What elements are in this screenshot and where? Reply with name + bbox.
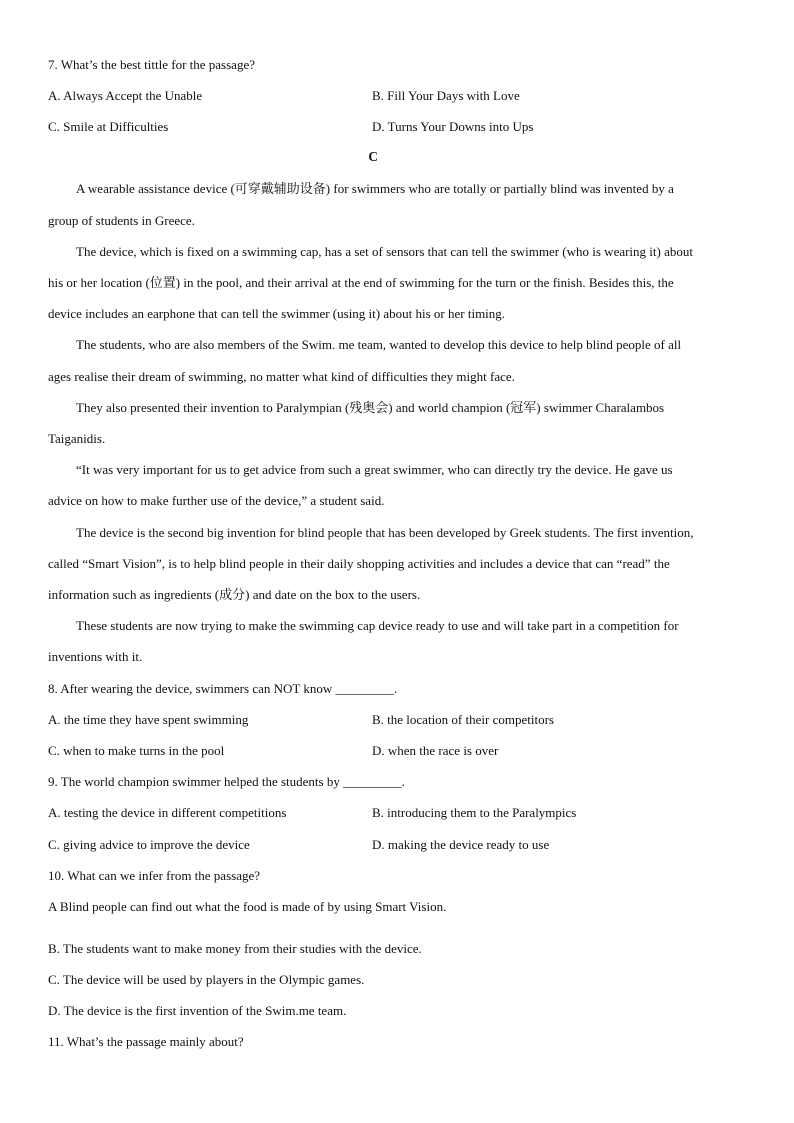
q7-option-d: D. Turns Your Downs into Ups <box>372 119 534 134</box>
passage-p6-line3: information such as ingredients (成分) and date on the box to the users. <box>48 587 421 602</box>
passage-p6-line2: called “Smart Vision”, is to help blind people in their daily shopping activities and includes a device that can “read” the <box>48 556 670 571</box>
question-11-stem: 11. What’s the passage mainly about? <box>48 1034 244 1049</box>
q9-option-d: D. making the device ready to use <box>372 837 550 852</box>
passage-p2-line3: device includes an earphone that can tell the swimmer (using it) about his or her timing. <box>48 306 506 321</box>
passage-p2-line2: his or her location (位置) in the pool, and their arrival at the end of swimming for the turn or the finish. Besides this, the <box>48 275 674 290</box>
q9-option-a: A. testing the device in different competitions <box>48 805 287 820</box>
q9-option-c: C. giving advice to improve the device <box>48 837 250 852</box>
q7-option-a: A. Always Accept the Unable <box>48 88 203 103</box>
q8-option-d: D. when the race is over <box>372 743 499 758</box>
q10-option-c: C. The device will be used by players in the Olympic games. <box>48 972 365 987</box>
passage-p3-line1: The students, who are also members of the Swim. me team, wanted to develop this device to help blind people of all <box>76 337 682 352</box>
passage-p1-line1: A wearable assistance device (可穿戴辅助设备) for swimmers who are totally or partially blind was invented by a <box>76 181 674 196</box>
passage-p4-line2: Taiganidis. <box>48 431 106 446</box>
question-7-stem: 7. What’s the best tittle for the passage? <box>48 57 255 72</box>
q8-option-a: A. the time they have spent swimming <box>48 712 249 727</box>
passage-p6-line1: The device is the second big invention for blind people that has been developed by Greek students. The first invention, <box>76 525 694 540</box>
q7-option-c: C. Smile at Difficulties <box>48 119 169 134</box>
passage-p7-line1: These students are now trying to make the swimming cap device ready to use and will take part in a competition for <box>76 618 679 633</box>
question-8-stem: 8. After wearing the device, swimmers can NOT know _________. <box>48 681 398 696</box>
passage-p5-line2: advice on how to make further use of the device,” a student said. <box>48 493 385 508</box>
passage-p7-line2: inventions with it. <box>48 649 143 664</box>
passage-p1-line2: group of students in Greece. <box>48 213 195 228</box>
q7-option-b: B. Fill Your Days with Love <box>372 88 520 103</box>
passage-p4-line1: They also presented their invention to Paralympian (残奥会) and world champion (冠军) swimmer Charalambos <box>76 400 665 415</box>
passage-p5-line1: “It was very important for us to get advice from such a great swimmer, who can directly try the device. He gave us <box>76 462 673 477</box>
question-10-stem: 10. What can we infer from the passage? <box>48 868 261 883</box>
q8-option-b: B. the location of their competitors <box>372 712 554 727</box>
q10-option-a: A Blind people can find out what the food is made of by using Smart Vision. <box>48 899 447 914</box>
q8-option-c: C. when to make turns in the pool <box>48 743 225 758</box>
q9-option-b: B. introducing them to the Paralympics <box>372 805 577 820</box>
passage-p2-line1: The device, which is fixed on a swimming cap, has a set of sensors that can tell the swimmer (who is wearing it) about <box>76 244 693 259</box>
q10-option-d: D. The device is the first invention of the Swim.me team. <box>48 1003 347 1018</box>
passage-p3-line2: ages realise their dream of swimming, no matter what kind of difficulties they might face. <box>48 369 515 384</box>
section-heading: C <box>368 150 378 165</box>
question-9-stem: 9. The world champion swimmer helped the students by _________. <box>48 774 405 789</box>
q10-option-b: B. The students want to make money from their studies with the device. <box>48 941 422 956</box>
